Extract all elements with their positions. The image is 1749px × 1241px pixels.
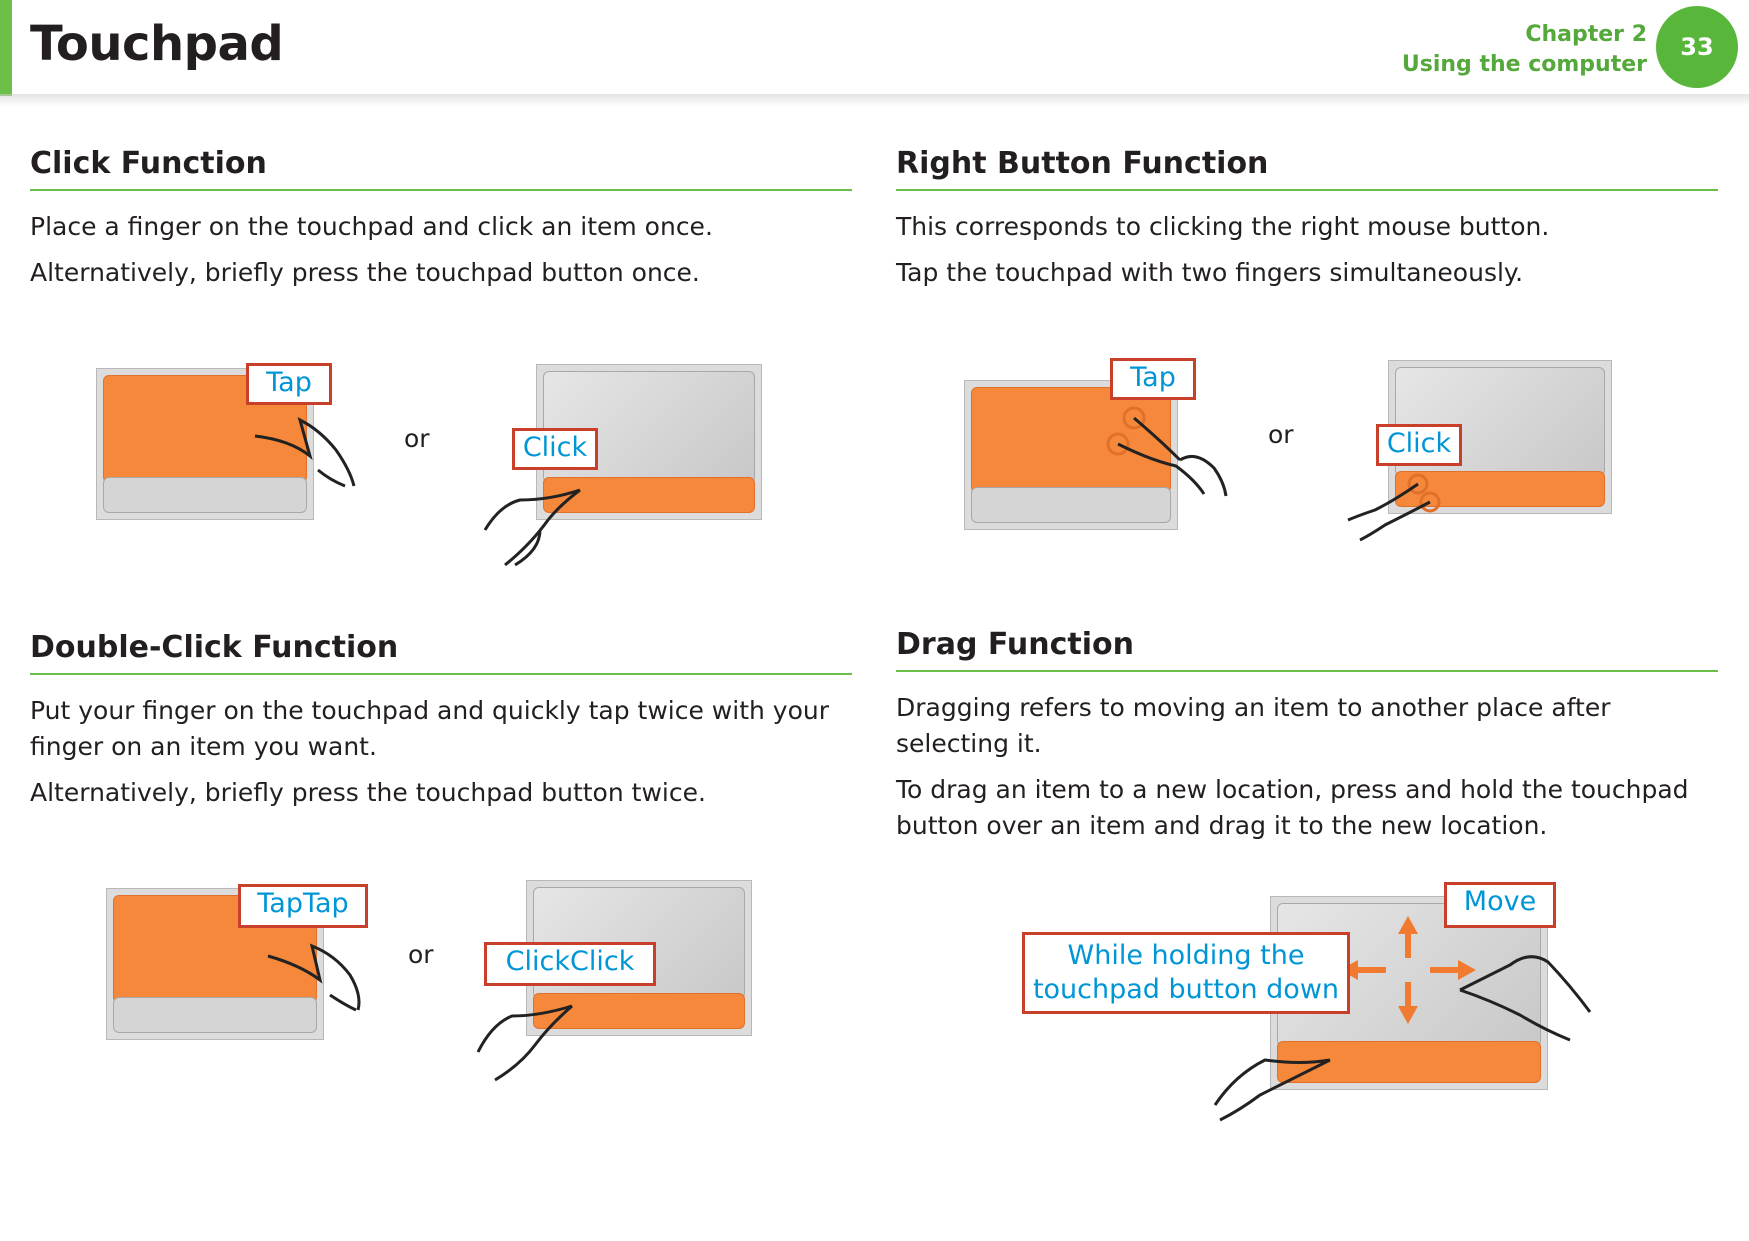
section-text: Tap the touchpad with two fingers simultaneously. — [896, 258, 1524, 287]
section-text: Alternatively, briefly press the touchpad button once. — [30, 258, 700, 287]
touchpad-button — [113, 997, 317, 1033]
section-right-button-function — [896, 146, 1718, 291]
chapter-number: Chapter 2 — [1525, 22, 1647, 47]
section-heading: Right Button Function — [896, 146, 1718, 191]
section-click-function — [30, 146, 852, 291]
section-text: Place a finger on the touchpad and click an item once. — [30, 212, 713, 241]
touchpad-button — [103, 477, 307, 513]
tap-callout: Tap — [1110, 358, 1196, 400]
section-text: Dragging refers to moving an item to another place after selecting it. — [896, 693, 1611, 758]
chapter-label — [1402, 20, 1647, 80]
move-arrows-icon — [0, 0, 1, 1]
touchpad-surface — [971, 387, 1171, 493]
section-heading: Drag Function — [896, 627, 1718, 672]
section-text: Put your finger on the touchpad and quickly tap twice with your finger on an item you want. — [30, 696, 830, 761]
clickclick-callout: ClickClick — [484, 942, 656, 986]
click-callout: Click — [512, 428, 598, 470]
touchpad-button — [971, 487, 1171, 523]
section-double-click-function — [30, 630, 852, 811]
section-text: To drag an item to a new location, press and hold the touchpad button over an item and drag it to the new location. — [896, 775, 1689, 840]
move-callout: Move — [1444, 882, 1556, 928]
section-text: This corresponds to clicking the right mouse button. — [896, 212, 1550, 241]
header-divider — [0, 94, 1749, 106]
section-drag-function — [896, 627, 1718, 844]
chapter-subtitle: Using the computer — [1401, 52, 1647, 77]
or-label: or — [408, 940, 434, 969]
page-number-badge: 33 — [1656, 6, 1738, 88]
click-callout: Click — [1376, 424, 1462, 466]
tap-callout: Tap — [246, 363, 332, 405]
header-accent-bar — [0, 0, 12, 96]
section-heading: Double-Click Function — [30, 630, 852, 675]
taptap-callout: TapTap — [238, 884, 368, 928]
section-text: Alternatively, briefly press the touchpad button twice. — [30, 778, 706, 807]
page-title: Touchpad — [30, 16, 284, 72]
or-label: or — [404, 424, 430, 453]
section-heading: Click Function — [30, 146, 852, 191]
or-label: or — [1268, 420, 1294, 449]
hold-button-callout: While holding the touchpad button down — [1022, 932, 1350, 1014]
